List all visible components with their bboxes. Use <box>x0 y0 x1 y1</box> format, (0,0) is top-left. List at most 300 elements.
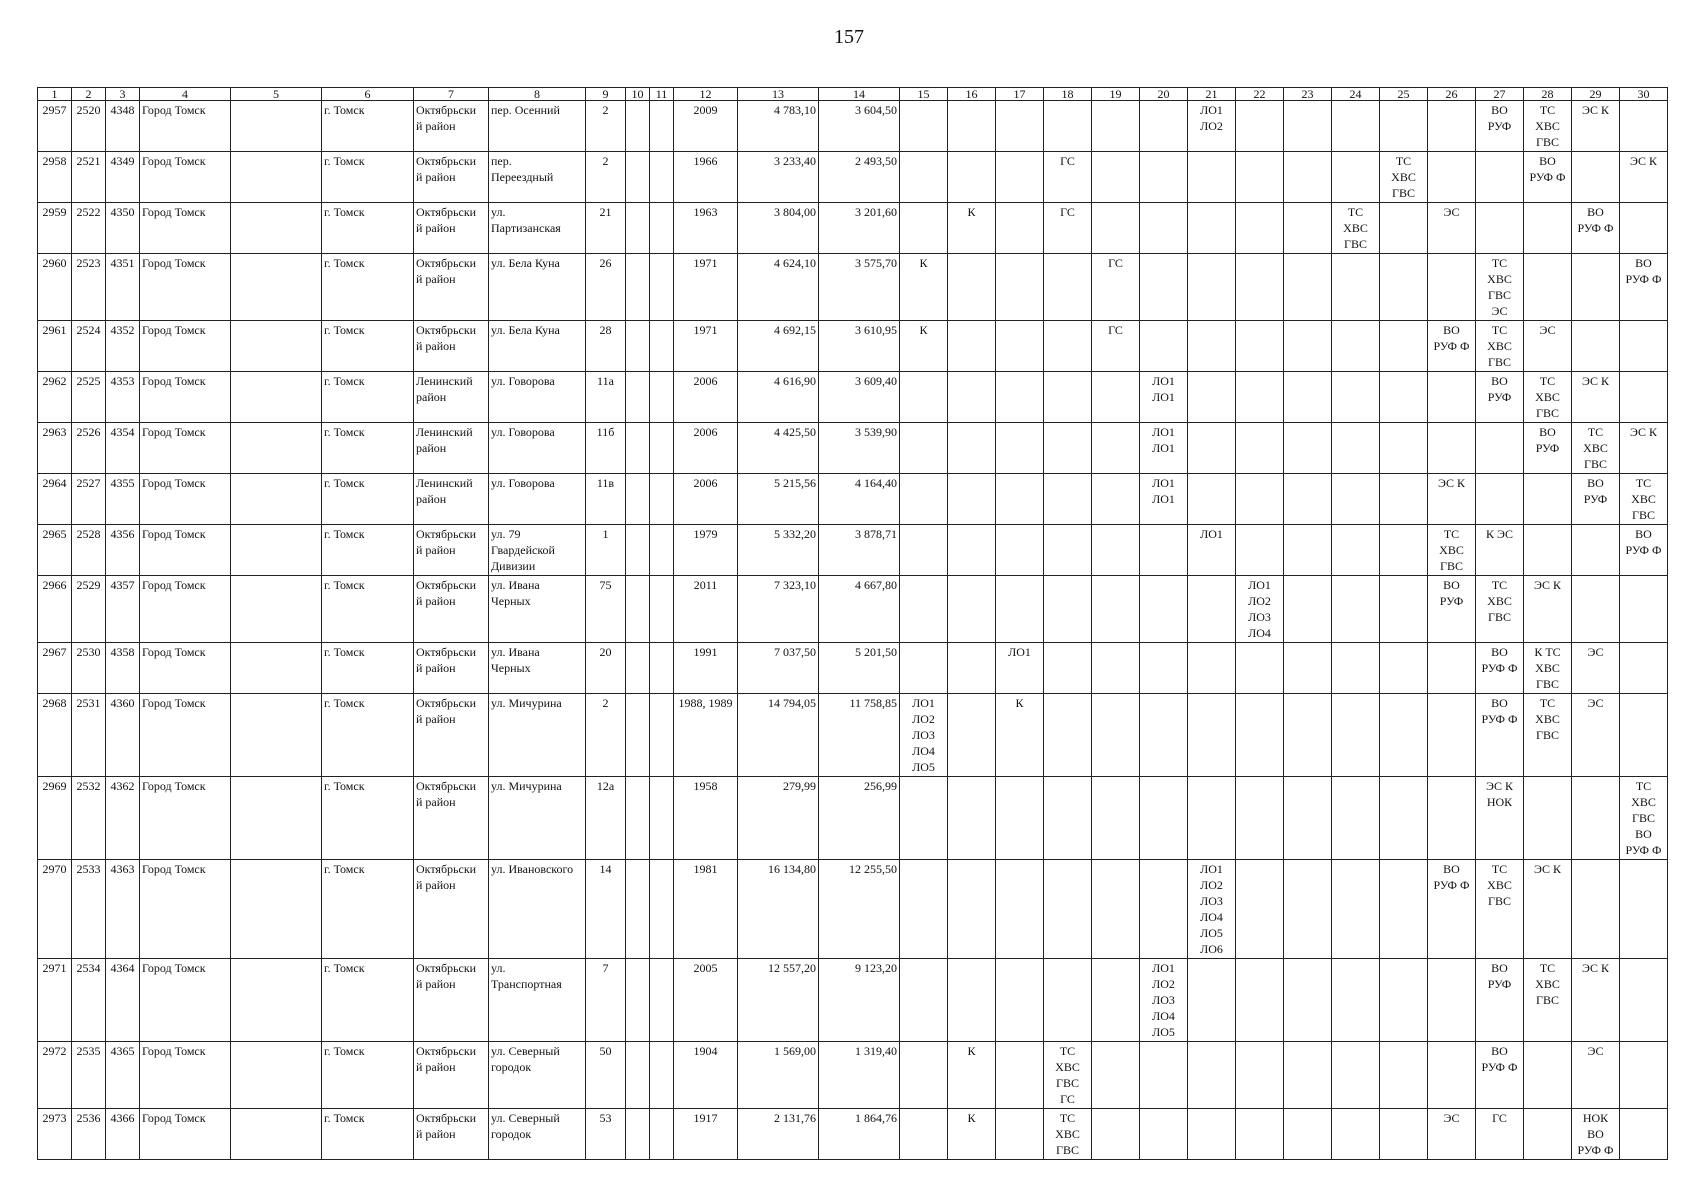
table-cell-col-29: ЭС <box>1572 1042 1620 1109</box>
column-header-2: 2 <box>72 88 106 101</box>
table-cell-col-23 <box>1284 372 1332 423</box>
table-cell-col-10 <box>626 694 650 777</box>
table-cell-col-20 <box>1140 321 1188 372</box>
table-cell-col-23 <box>1284 643 1332 694</box>
table-row <box>38 423 1668 474</box>
table-row <box>38 372 1668 423</box>
table-cell-col-24 <box>1332 525 1380 576</box>
table-cell-col-29 <box>1572 525 1620 576</box>
table-cell-col-2: 2525 <box>72 372 106 423</box>
table-cell-col-20 <box>1140 860 1188 959</box>
table-cell-col-6: г. Томск <box>322 959 414 1042</box>
table-cell-col-29: ЭС К <box>1572 372 1620 423</box>
table-cell-col-9: 2 <box>586 694 626 777</box>
table-cell-col-5 <box>231 254 322 321</box>
table-cell-col-4: Город Томск <box>140 152 231 203</box>
table-cell-col-17 <box>996 576 1044 643</box>
table-cell-col-12: 1971 <box>674 321 738 372</box>
table-cell-col-5 <box>231 860 322 959</box>
table-cell-col-9: 26 <box>586 254 626 321</box>
table-cell-col-21 <box>1188 372 1236 423</box>
table-cell-col-17 <box>996 203 1044 254</box>
table-cell-col-28 <box>1524 254 1572 321</box>
table-cell-col-3: 4352 <box>106 321 140 372</box>
table-cell-col-7: Октябрьски й район <box>414 860 489 959</box>
column-header-27: 27 <box>1476 88 1524 101</box>
table-cell-col-23 <box>1284 152 1332 203</box>
table-cell-col-4: Город Томск <box>140 525 231 576</box>
table-cell-col-28: ТС ХВС ГВС <box>1524 959 1572 1042</box>
table-cell-col-12: 1963 <box>674 203 738 254</box>
table-cell-col-26 <box>1428 101 1476 152</box>
table-cell-col-5 <box>231 777 322 860</box>
table-cell-col-15 <box>900 777 948 860</box>
table-cell-col-23 <box>1284 860 1332 959</box>
table-cell-col-13: 4 616,90 <box>738 372 819 423</box>
table-cell-col-5 <box>231 1042 322 1109</box>
table-cell-col-1: 2958 <box>38 152 72 203</box>
table-cell-col-7: Ленинский район <box>414 423 489 474</box>
table-cell-col-21 <box>1188 643 1236 694</box>
table-cell-col-25 <box>1380 860 1428 959</box>
column-header-8: 8 <box>489 88 586 101</box>
table-cell-col-7: Октябрьски й район <box>414 101 489 152</box>
table-cell-col-14: 2 493,50 <box>819 152 900 203</box>
table-cell-col-27: ТС ХВС ГВС <box>1476 860 1524 959</box>
table-cell-col-10 <box>626 576 650 643</box>
table-cell-col-5 <box>231 203 322 254</box>
table-cell-col-8: ул. Ивановского <box>489 860 586 959</box>
table-cell-col-21: ЛО1 <box>1188 525 1236 576</box>
table-cell-col-25 <box>1380 777 1428 860</box>
table-cell-col-11 <box>650 1109 674 1160</box>
table-cell-col-19 <box>1092 1042 1140 1109</box>
table-cell-col-11 <box>650 694 674 777</box>
table-cell-col-6: г. Томск <box>322 321 414 372</box>
table-cell-col-17 <box>996 152 1044 203</box>
column-header-21: 21 <box>1188 88 1236 101</box>
table-cell-col-28: ТС ХВС ГВС <box>1524 694 1572 777</box>
table-cell-col-13: 5 332,20 <box>738 525 819 576</box>
table-cell-col-19 <box>1092 525 1140 576</box>
table-cell-col-25 <box>1380 959 1428 1042</box>
table-cell-col-1: 2963 <box>38 423 72 474</box>
table-cell-col-22 <box>1236 152 1284 203</box>
column-header-29: 29 <box>1572 88 1620 101</box>
table-cell-col-9: 2 <box>586 101 626 152</box>
table-cell-col-1: 2966 <box>38 576 72 643</box>
table-cell-col-1: 2972 <box>38 1042 72 1109</box>
table-cell-col-12: 1991 <box>674 643 738 694</box>
column-header-7: 7 <box>414 88 489 101</box>
table-cell-col-3: 4362 <box>106 777 140 860</box>
table-cell-col-2: 2533 <box>72 860 106 959</box>
table-cell-col-30 <box>1620 372 1668 423</box>
table-cell-col-6: г. Томск <box>322 777 414 860</box>
table-cell-col-7: Октябрьски й район <box>414 1109 489 1160</box>
table-cell-col-2: 2527 <box>72 474 106 525</box>
table-cell-col-20: ЛО1 ЛО1 <box>1140 423 1188 474</box>
table-cell-col-14: 3 604,50 <box>819 101 900 152</box>
table-cell-col-27: К ЭС <box>1476 525 1524 576</box>
table-cell-col-20: ЛО1 ЛО2 ЛО3 ЛО4 ЛО5 <box>1140 959 1188 1042</box>
table-cell-col-10 <box>626 1109 650 1160</box>
table-cell-col-26 <box>1428 643 1476 694</box>
table-cell-col-28: ТС ХВС ГВС <box>1524 101 1572 152</box>
table-cell-col-12: 2011 <box>674 576 738 643</box>
table-cell-col-22 <box>1236 101 1284 152</box>
table-cell-col-16 <box>948 152 996 203</box>
table-cell-col-24 <box>1332 959 1380 1042</box>
table-cell-col-21 <box>1188 777 1236 860</box>
table-cell-col-7: Октябрьски й район <box>414 1042 489 1109</box>
table-cell-col-29: ЭС К <box>1572 959 1620 1042</box>
table-row <box>38 694 1668 777</box>
table-cell-col-30: ТС ХВС ГВС ВО РУФ Ф <box>1620 777 1668 860</box>
table-cell-col-21 <box>1188 1109 1236 1160</box>
table-cell-col-28 <box>1524 777 1572 860</box>
table-cell-col-15 <box>900 576 948 643</box>
table-cell-col-24 <box>1332 777 1380 860</box>
table-cell-col-30: ЭС К <box>1620 152 1668 203</box>
table-cell-col-29: ЭС <box>1572 694 1620 777</box>
table-cell-col-26 <box>1428 423 1476 474</box>
column-header-17: 17 <box>996 88 1044 101</box>
table-cell-col-3: 4360 <box>106 694 140 777</box>
table-cell-col-23 <box>1284 1109 1332 1160</box>
table-cell-col-23 <box>1284 321 1332 372</box>
table-cell-col-22 <box>1236 321 1284 372</box>
table-cell-col-7: Октябрьски й район <box>414 576 489 643</box>
table-cell-col-2: 2530 <box>72 643 106 694</box>
table-cell-col-5 <box>231 152 322 203</box>
table-cell-col-22 <box>1236 1109 1284 1160</box>
table-cell-col-23 <box>1284 203 1332 254</box>
table-cell-col-15 <box>900 474 948 525</box>
table-cell-col-5 <box>231 423 322 474</box>
table-cell-col-23 <box>1284 101 1332 152</box>
table-cell-col-6: г. Томск <box>322 1109 414 1160</box>
table-cell-col-11 <box>650 254 674 321</box>
table-cell-col-29 <box>1572 254 1620 321</box>
table-cell-col-13: 7 037,50 <box>738 643 819 694</box>
table-cell-col-17 <box>996 860 1044 959</box>
table-cell-col-4: Город Томск <box>140 1042 231 1109</box>
column-header-23: 23 <box>1284 88 1332 101</box>
table-cell-col-22 <box>1236 959 1284 1042</box>
table-cell-col-11 <box>650 423 674 474</box>
table-cell-col-17: ЛО1 <box>996 643 1044 694</box>
table-cell-col-19: ГС <box>1092 254 1140 321</box>
table-cell-col-16 <box>948 643 996 694</box>
table-cell-col-18 <box>1044 254 1092 321</box>
table-cell-col-28: ВО РУФ Ф <box>1524 152 1572 203</box>
table-cell-col-30: ВО РУФ Ф <box>1620 525 1668 576</box>
table-cell-col-9: 14 <box>586 860 626 959</box>
table-cell-col-10 <box>626 321 650 372</box>
table-cell-col-21 <box>1188 203 1236 254</box>
table-cell-col-28 <box>1524 525 1572 576</box>
table-cell-col-30: ВО РУФ Ф <box>1620 254 1668 321</box>
table-cell-col-16: К <box>948 203 996 254</box>
table-cell-col-25 <box>1380 525 1428 576</box>
table-row <box>38 254 1668 321</box>
table-cell-col-8: ул. Бела Куна <box>489 321 586 372</box>
table-cell-col-30 <box>1620 203 1668 254</box>
table-cell-col-16 <box>948 777 996 860</box>
table-cell-col-22 <box>1236 694 1284 777</box>
table-cell-col-13: 4 624,10 <box>738 254 819 321</box>
table-cell-col-1: 2960 <box>38 254 72 321</box>
table-cell-col-15 <box>900 101 948 152</box>
table-cell-col-29: ЭС <box>1572 643 1620 694</box>
table-cell-col-17 <box>996 474 1044 525</box>
table-cell-col-16 <box>948 576 996 643</box>
table-cell-col-17 <box>996 423 1044 474</box>
table-cell-col-22 <box>1236 525 1284 576</box>
table-cell-col-7: Октябрьски й район <box>414 694 489 777</box>
table-cell-col-20 <box>1140 1042 1188 1109</box>
table-row <box>38 321 1668 372</box>
table-cell-col-17 <box>996 777 1044 860</box>
table-cell-col-28 <box>1524 1042 1572 1109</box>
table-cell-col-3: 4365 <box>106 1042 140 1109</box>
table-cell-col-3: 4353 <box>106 372 140 423</box>
table-cell-col-10 <box>626 525 650 576</box>
table-cell-col-4: Город Томск <box>140 694 231 777</box>
table-cell-col-27: ВО РУФ Ф <box>1476 643 1524 694</box>
table-cell-col-15: ЛО1 ЛО2 ЛО3 ЛО4 ЛО5 <box>900 694 948 777</box>
table-cell-col-19 <box>1092 101 1140 152</box>
table-cell-col-21 <box>1188 423 1236 474</box>
table-cell-col-10 <box>626 777 650 860</box>
column-header-10: 10 <box>626 88 650 101</box>
table-cell-col-1: 2959 <box>38 203 72 254</box>
table-cell-col-16 <box>948 321 996 372</box>
table-cell-col-19: ГС <box>1092 321 1140 372</box>
table-cell-col-2: 2529 <box>72 576 106 643</box>
table-cell-col-18 <box>1044 576 1092 643</box>
table-cell-col-28: ЭС <box>1524 321 1572 372</box>
table-cell-col-14: 3 609,40 <box>819 372 900 423</box>
table-cell-col-19 <box>1092 860 1140 959</box>
column-header-13: 13 <box>738 88 819 101</box>
column-header-30: 30 <box>1620 88 1668 101</box>
column-header-19: 19 <box>1092 88 1140 101</box>
table-cell-col-6: г. Томск <box>322 643 414 694</box>
table-cell-col-16 <box>948 101 996 152</box>
table-cell-col-26: ЭС <box>1428 1109 1476 1160</box>
table-cell-col-4: Город Томск <box>140 643 231 694</box>
table-cell-col-15 <box>900 152 948 203</box>
table-cell-col-11 <box>650 203 674 254</box>
table-cell-col-18: ТС ХВС ГВС <box>1044 1109 1092 1160</box>
column-header-12: 12 <box>674 88 738 101</box>
table-cell-col-8: ул. Бела Куна <box>489 254 586 321</box>
table-cell-col-18: ГС <box>1044 203 1092 254</box>
table-cell-col-23 <box>1284 777 1332 860</box>
table-cell-col-14: 12 255,50 <box>819 860 900 959</box>
table-cell-col-8: ул. Говорова <box>489 423 586 474</box>
table-cell-col-16: К <box>948 1042 996 1109</box>
table-cell-col-21: ЛО1 ЛО2 ЛО3 ЛО4 ЛО5 ЛО6 <box>1188 860 1236 959</box>
table-cell-col-4: Город Томск <box>140 777 231 860</box>
table-cell-col-22 <box>1236 643 1284 694</box>
table-cell-col-25 <box>1380 372 1428 423</box>
column-header-14: 14 <box>819 88 900 101</box>
table-cell-col-12: 1904 <box>674 1042 738 1109</box>
table-cell-col-1: 2968 <box>38 694 72 777</box>
table-cell-col-15 <box>900 959 948 1042</box>
table-cell-col-5 <box>231 643 322 694</box>
table-cell-col-29 <box>1572 321 1620 372</box>
table-cell-col-14: 4 667,80 <box>819 576 900 643</box>
table-cell-col-15 <box>900 1109 948 1160</box>
table-cell-col-19 <box>1092 777 1140 860</box>
table-cell-col-18 <box>1044 860 1092 959</box>
table-cell-col-14: 256,99 <box>819 777 900 860</box>
table-cell-col-22 <box>1236 203 1284 254</box>
table-cell-col-5 <box>231 1109 322 1160</box>
table-cell-col-17 <box>996 254 1044 321</box>
table-cell-col-30 <box>1620 959 1668 1042</box>
table-cell-col-11 <box>650 860 674 959</box>
table-cell-col-4: Город Томск <box>140 203 231 254</box>
table-cell-col-27: ВО РУФ <box>1476 101 1524 152</box>
table-cell-col-9: 21 <box>586 203 626 254</box>
table-cell-col-13: 3 233,40 <box>738 152 819 203</box>
table-cell-col-27: ВО РУФ <box>1476 959 1524 1042</box>
table-cell-col-29 <box>1572 152 1620 203</box>
table-cell-col-18 <box>1044 423 1092 474</box>
table-cell-col-18 <box>1044 474 1092 525</box>
table-cell-col-18 <box>1044 321 1092 372</box>
column-header-1: 1 <box>38 88 72 101</box>
table-cell-col-15 <box>900 1042 948 1109</box>
table-cell-col-14: 9 123,20 <box>819 959 900 1042</box>
table-cell-col-11 <box>650 101 674 152</box>
table-cell-col-20 <box>1140 254 1188 321</box>
table-cell-col-13: 4 425,50 <box>738 423 819 474</box>
table-cell-col-3: 4354 <box>106 423 140 474</box>
table-cell-col-10 <box>626 372 650 423</box>
table-cell-col-18: ТС ХВС ГВС ГС <box>1044 1042 1092 1109</box>
table-cell-col-28: К ТС ХВС ГВС <box>1524 643 1572 694</box>
table-row <box>38 525 1668 576</box>
table-cell-col-30 <box>1620 321 1668 372</box>
table-cell-col-28: ТС ХВС ГВС <box>1524 372 1572 423</box>
table-cell-col-11 <box>650 1042 674 1109</box>
table-cell-col-5 <box>231 321 322 372</box>
table-cell-col-17 <box>996 372 1044 423</box>
table-cell-col-30 <box>1620 860 1668 959</box>
table-cell-col-20 <box>1140 525 1188 576</box>
table-cell-col-14: 3 610,95 <box>819 321 900 372</box>
table-cell-col-3: 4358 <box>106 643 140 694</box>
table-row <box>38 1109 1668 1160</box>
table-cell-col-11 <box>650 321 674 372</box>
table-row <box>38 1042 1668 1109</box>
table-cell-col-13: 3 804,00 <box>738 203 819 254</box>
table-cell-col-30 <box>1620 101 1668 152</box>
page-number: 157 <box>834 26 864 48</box>
column-header-9: 9 <box>586 88 626 101</box>
table-cell-col-15: К <box>900 254 948 321</box>
table-cell-col-20 <box>1140 203 1188 254</box>
table-cell-col-4: Город Томск <box>140 860 231 959</box>
table-cell-col-1: 2962 <box>38 372 72 423</box>
table-cell-col-19 <box>1092 474 1140 525</box>
table-cell-col-15 <box>900 643 948 694</box>
table-cell-col-8: пер. Переездный <box>489 152 586 203</box>
table-cell-col-12: 1971 <box>674 254 738 321</box>
table-cell-col-5 <box>231 959 322 1042</box>
table-cell-col-12: 2006 <box>674 423 738 474</box>
table-cell-col-28: ВО РУФ <box>1524 423 1572 474</box>
table-cell-col-30 <box>1620 1042 1668 1109</box>
table-cell-col-27: ВО РУФ Ф <box>1476 694 1524 777</box>
table-cell-col-8: ул. Говорова <box>489 372 586 423</box>
table-row <box>38 959 1668 1042</box>
table-cell-col-15 <box>900 525 948 576</box>
table-cell-col-6: г. Томск <box>322 203 414 254</box>
table-cell-col-11 <box>650 525 674 576</box>
table-cell-col-16 <box>948 254 996 321</box>
column-number-header-row <box>38 88 1668 101</box>
table-cell-col-3: 4366 <box>106 1109 140 1160</box>
table-cell-col-27: ЭС К НОК <box>1476 777 1524 860</box>
register-body <box>38 101 1668 1160</box>
table-cell-col-22 <box>1236 860 1284 959</box>
column-header-26: 26 <box>1428 88 1476 101</box>
table-cell-col-9: 11в <box>586 474 626 525</box>
table-cell-col-19 <box>1092 576 1140 643</box>
table-cell-col-23 <box>1284 474 1332 525</box>
table-cell-col-12: 2006 <box>674 474 738 525</box>
table-row <box>38 101 1668 152</box>
table-cell-col-27 <box>1476 152 1524 203</box>
table-cell-col-5 <box>231 372 322 423</box>
table-cell-col-19 <box>1092 372 1140 423</box>
table-cell-col-6: г. Томск <box>322 372 414 423</box>
table-cell-col-1: 2973 <box>38 1109 72 1160</box>
table-cell-col-7: Ленинский район <box>414 372 489 423</box>
table-cell-col-1: 2971 <box>38 959 72 1042</box>
table-cell-col-6: г. Томск <box>322 860 414 959</box>
table-cell-col-26 <box>1428 152 1476 203</box>
table-cell-col-21 <box>1188 321 1236 372</box>
column-header-6: 6 <box>322 88 414 101</box>
table-cell-col-10 <box>626 643 650 694</box>
table-cell-col-4: Город Томск <box>140 254 231 321</box>
table-cell-col-6: г. Томск <box>322 576 414 643</box>
table-cell-col-14: 1 864,76 <box>819 1109 900 1160</box>
table-cell-col-15 <box>900 372 948 423</box>
table-cell-col-24 <box>1332 860 1380 959</box>
table-cell-col-20 <box>1140 694 1188 777</box>
table-cell-col-5 <box>231 101 322 152</box>
table-cell-col-17: К <box>996 694 1044 777</box>
table-cell-col-4: Город Томск <box>140 474 231 525</box>
table-cell-col-3: 4357 <box>106 576 140 643</box>
table-cell-col-8: ул. Транспортная <box>489 959 586 1042</box>
table-cell-col-7: Октябрьски й район <box>414 203 489 254</box>
table-cell-col-9: 53 <box>586 1109 626 1160</box>
table-cell-col-16 <box>948 860 996 959</box>
table-cell-col-29: ВО РУФ Ф <box>1572 203 1620 254</box>
table-cell-col-8: ул. Ивана Черных <box>489 643 586 694</box>
table-cell-col-4: Город Томск <box>140 576 231 643</box>
